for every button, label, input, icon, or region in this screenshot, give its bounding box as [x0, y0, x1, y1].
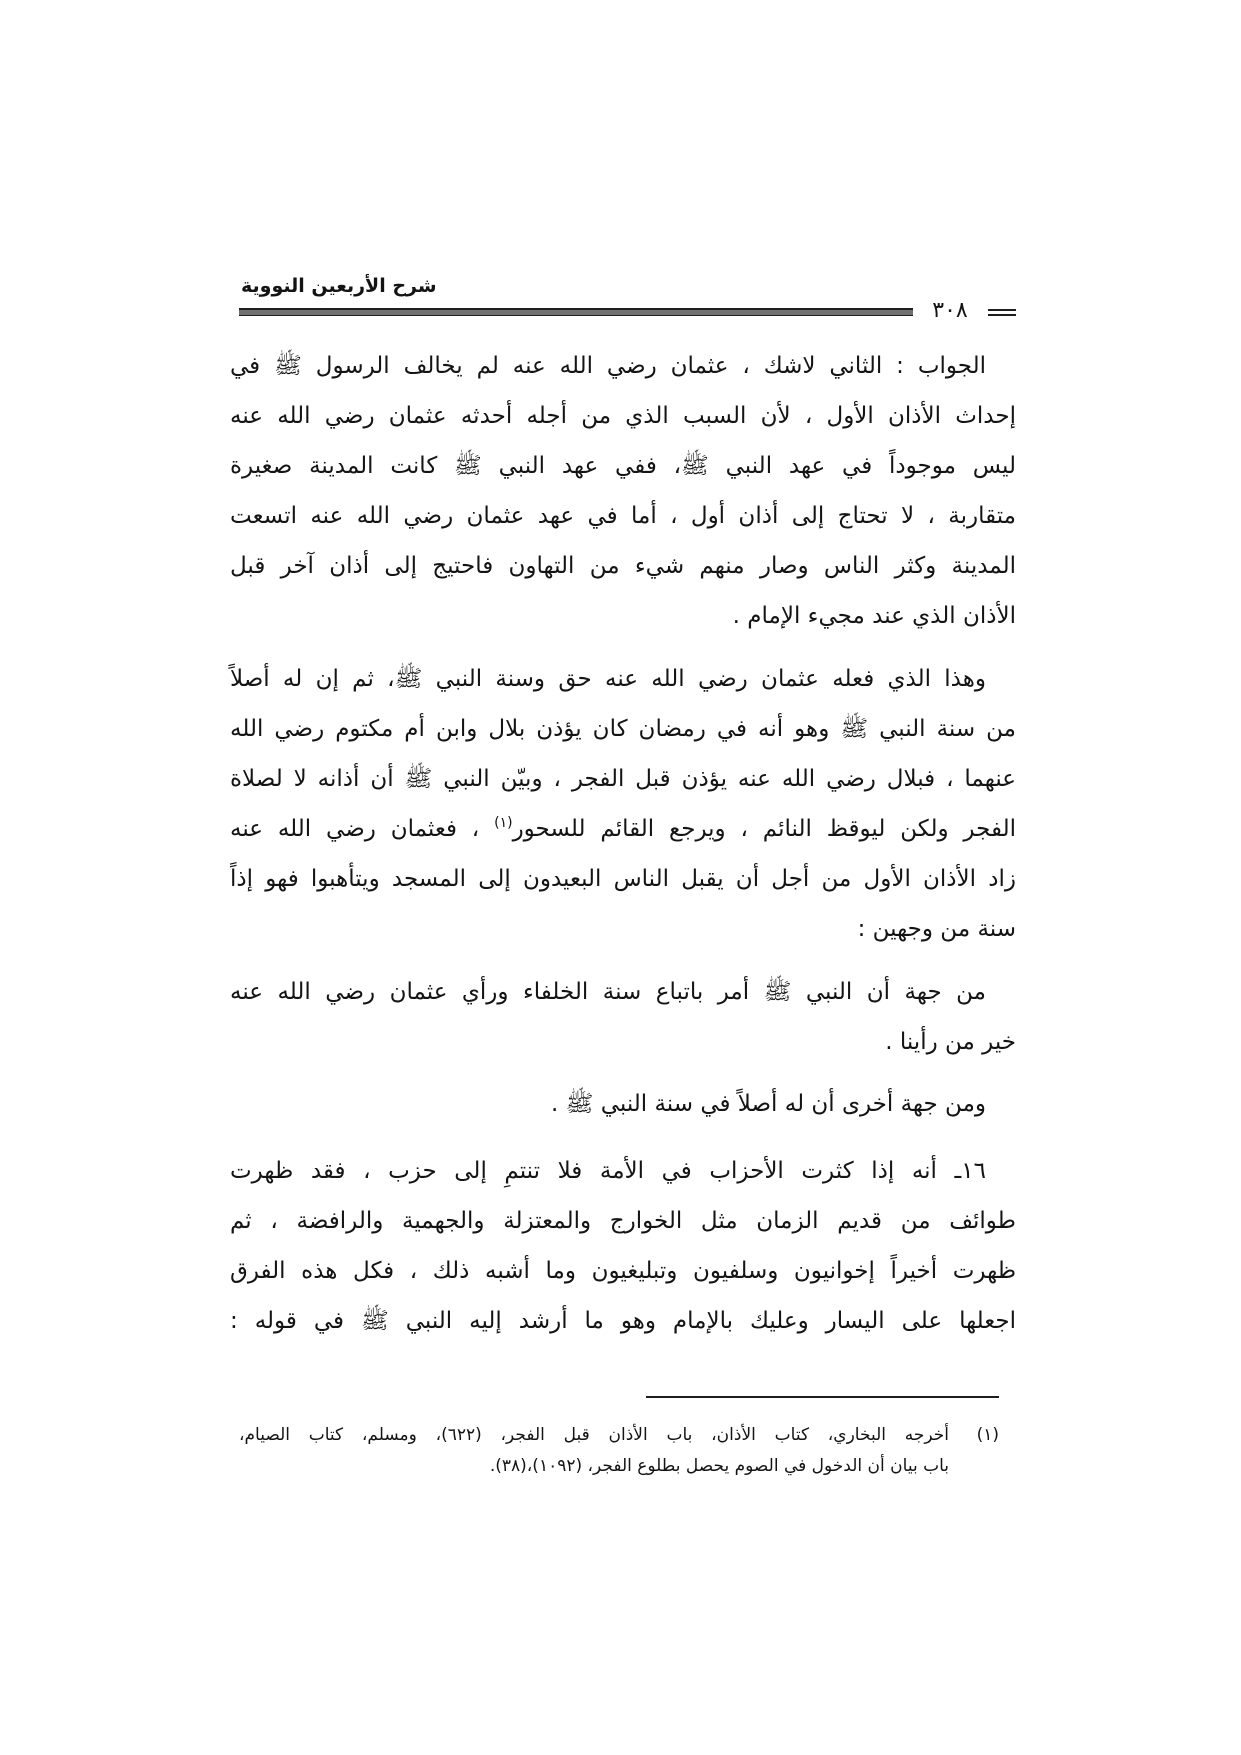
paragraph	[230, 654, 1016, 954]
footnote-marker: (١)	[976, 1425, 999, 1445]
running-header-title: شرح الأربعين النووية	[241, 275, 437, 297]
body-line: خير من رأينا .	[885, 1029, 1016, 1055]
body-line: زاد الأذان الأول من أجل أن يقبل الناس البعيدون إلى المسجد ويتأهبوا فهو إذاً	[230, 866, 1016, 892]
body-line: من جهة أن النبي ﷺ أمر باتباع سنة الخلفاء ورأي عثمان رضي الله عنه	[230, 979, 986, 1005]
body-line: ومن جهة أخرى أن له أصلاً في سنة النبي ﷺ .	[550, 1091, 986, 1117]
body-line: من سنة النبي ﷺ وهو أنه في رمضان كان يؤذن بلال وابن أم مكتوم رضي الله	[230, 716, 1016, 742]
body-line: ظهرت أخيراً إخوانيون وسلفيون وتبليغيون وما أشبه ذلك ، فكل هذه الفرق	[230, 1258, 1016, 1284]
footnote	[239, 1420, 999, 1482]
body-line: ١٦ـ أنه إذا كثرت الأحزاب في الأمة فلا تنتمِ إلى حزب ، فقد ظهرت	[230, 1158, 986, 1184]
header-rule	[239, 308, 913, 316]
body-line: إحداث الأذان الأول ، لأن السبب الذي من أجله أحدثه عثمان رضي الله عنه	[230, 403, 1016, 429]
body-line: ليس موجوداً في عهد النبي ﷺ، ففي عهد النبي ﷺ كانت المدينة صغيرة	[230, 453, 1016, 479]
body-line	[230, 804, 1016, 854]
footnote-line: أخرجه البخاري، كتاب الأذان، باب الأذان قبل الفجر، (٦٢٢)، ومسلم، كتاب الصيام،	[239, 1425, 949, 1445]
body-line: المدينة وكثر الناس وصار منهم شيء من التهاون فاحتيج إلى أذان آخر قبل	[230, 553, 1016, 579]
footnote-reference: (١)	[494, 815, 513, 831]
body-line: اجعلها على اليسار وعليك بالإمام وهو ما أرشد إليه النبي ﷺ في قوله :	[230, 1308, 1016, 1334]
header-rule-end	[988, 309, 1016, 316]
paragraph	[230, 1079, 1016, 1129]
body-line: الجواب : الثاني لاشك ، عثمان رضي الله عنه لم يخالف الرسول ﷺ في	[230, 353, 986, 379]
paragraph	[230, 341, 1016, 641]
body-line: الأذان الذي عند مجيء الإمام .	[732, 603, 1016, 629]
page-number: ٣٠٨	[932, 298, 968, 323]
body-line: طوائف من قديم الزمان مثل الخوارج والمعتزلة والجهمية والرافضة ، ثم	[230, 1208, 1016, 1234]
body-line: متقاربة ، لا تحتاج إلى أذان أول ، أما في عهد عثمان رضي الله عنه اتسعت	[230, 503, 1016, 529]
body-line: عنهما ، فبلال رضي الله عنه يؤذن قبل الفجر ، وبيّن النبي ﷺ أن أذانه لا لصلاة	[230, 766, 1016, 792]
footnote-separator	[646, 1396, 999, 1398]
body-line: سنة من وجهين :	[857, 916, 1016, 942]
paragraph	[230, 967, 1016, 1067]
paragraph	[230, 1146, 1016, 1346]
body-line-text: ، فعثمان رضي الله عنه	[230, 816, 495, 842]
body-line-text: الفجر ولكن ليوقظ النائم ، ويرجع القائم للسحور	[512, 816, 1016, 842]
footnote-line: باب بيان أن الدخول في الصوم يحصل بطلوع الفجر، (١٠٩٢)،(٣٨).	[489, 1456, 949, 1476]
body-line: وهذا الذي فعله عثمان رضي الله عنه حق وسنة النبي ﷺ، ثم إن له أصلاً	[230, 666, 986, 692]
